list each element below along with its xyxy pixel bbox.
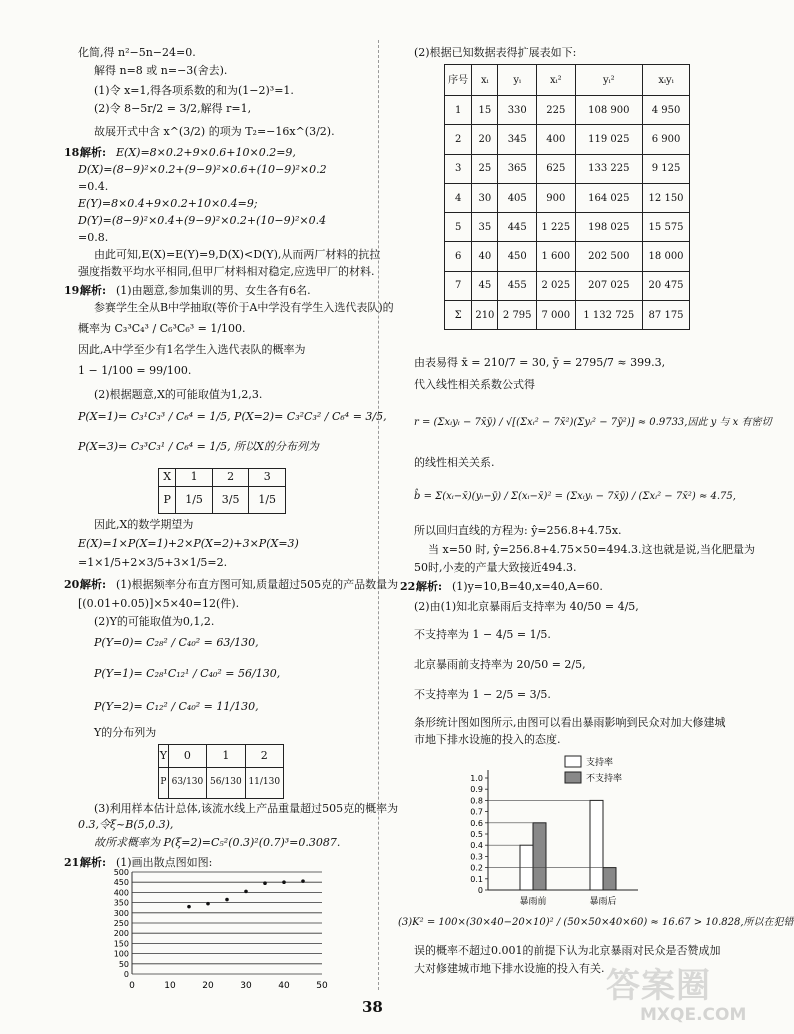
text-line: 所以回归直线的方程为: ŷ=256.8+4.75x. bbox=[414, 524, 622, 537]
y-tick-label: 0.3 bbox=[470, 852, 483, 862]
table-cell: 400 bbox=[537, 125, 576, 154]
table-cell: 7 000 bbox=[537, 301, 576, 330]
table-cell: 20 bbox=[472, 125, 498, 154]
table-cell: 15 bbox=[472, 96, 498, 125]
table-cell: 5 bbox=[445, 213, 472, 242]
table-cell: 12 150 bbox=[643, 183, 690, 212]
table-cell: 6 bbox=[445, 242, 472, 271]
y-tick-label: 1.0 bbox=[470, 774, 483, 783]
distribution-table-x bbox=[158, 468, 286, 514]
table-cell: 455 bbox=[498, 271, 537, 300]
text-line: 概率为 C₃³C₄³ / C₆³C₆³ = 1/100. bbox=[78, 322, 246, 335]
legend-label: 支持率 bbox=[586, 758, 614, 768]
table-cell: 25 bbox=[472, 154, 498, 183]
text-line: D(X)=(8−9)²×0.2+(9−9)²×0.6+(10−9)²×0.2 bbox=[78, 163, 327, 176]
table-cell: 56/130 bbox=[207, 768, 245, 799]
table-cell: 1 225 bbox=[537, 213, 576, 242]
y-tick-label: 150 bbox=[113, 939, 129, 949]
table-cell: 35 bbox=[472, 213, 498, 242]
table-cell: 45 bbox=[472, 271, 498, 300]
table-cell: 164 025 bbox=[575, 183, 643, 212]
table-row bbox=[445, 213, 690, 242]
page-number: 38 bbox=[362, 998, 383, 1016]
bar-support bbox=[590, 800, 603, 890]
table-cell: 1 bbox=[445, 96, 472, 125]
table-cell: 1/5 bbox=[249, 487, 286, 514]
legend-swatch bbox=[565, 756, 581, 767]
watermark-logo: 答案圈 bbox=[606, 966, 711, 1006]
watermark-url: MXQE.COM bbox=[640, 1005, 747, 1025]
y-tick-label: 200 bbox=[113, 929, 129, 939]
text-line: Y的分布列为 bbox=[94, 726, 157, 739]
table-cell: 18 000 bbox=[643, 242, 690, 271]
text-line: b̂ = Σ(xᵢ−x̄)(yᵢ−ȳ) / Σ(xᵢ−x̄)² = (Σxᵢyᵢ − 7x̄ȳ) / (Σxᵢ² − 7x̄²) ≈ 4.75, bbox=[414, 491, 736, 502]
y-tick-label: 0 bbox=[477, 886, 483, 895]
table-cell: 2 bbox=[445, 125, 472, 154]
table-cell: 63/130 bbox=[168, 768, 206, 799]
text-line: 由表易得 x̄ = 210/7 = 30, ȳ = 2795/7 ≈ 399.3, bbox=[414, 356, 666, 369]
table-cell: 330 bbox=[498, 96, 537, 125]
table-cell: 900 bbox=[537, 183, 576, 212]
scatter-point bbox=[282, 880, 286, 884]
text-line: 参赛学生全从B中学抽取(等价于A中学没有学生入选代表队)的 bbox=[94, 301, 394, 314]
table-cell: Y bbox=[159, 745, 169, 768]
table-cell: 1/5 bbox=[176, 487, 213, 514]
text-line: 故展开式中含 x^(3/2) 的项为 T₂=−16x^(3/2). bbox=[94, 125, 335, 138]
table-cell: 7 bbox=[445, 271, 472, 300]
y-tick-label: 0.5 bbox=[470, 830, 483, 839]
table-cell: 2 795 bbox=[498, 301, 537, 330]
table-cell: 0 bbox=[168, 745, 206, 768]
text-line: (1)画出散点图如图: bbox=[116, 856, 213, 869]
table-cell: 30 bbox=[472, 183, 498, 212]
text-line: 化简,得 n²−5n−24=0. bbox=[78, 46, 196, 59]
table-cell: 3/5 bbox=[212, 487, 249, 514]
question-number: 20. bbox=[64, 578, 84, 591]
table-cell: 3 bbox=[445, 154, 472, 183]
table-cell: 225 bbox=[537, 96, 576, 125]
text-line: P(Y=2)= C₁₂² / C₄₀² = 11/130, bbox=[94, 700, 259, 713]
table-cell: 3 bbox=[249, 469, 286, 487]
y-tick-label: 250 bbox=[113, 919, 129, 928]
table-row bbox=[445, 271, 690, 300]
text-line: (1)令 x=1,得各项系数的和为(1−2)³=1. bbox=[94, 84, 294, 97]
table-row bbox=[445, 96, 690, 125]
y-tick-label: 100 bbox=[113, 949, 129, 959]
table-cell: 202 500 bbox=[575, 242, 643, 271]
y-tick-label: 0 bbox=[123, 970, 129, 979]
legend-label: 不支持率 bbox=[586, 774, 623, 784]
text-line: P(X=1)= C₃¹C₃³ / C₆⁴ = 1/5, P(X=2)= C₃²C₃² / C₆⁴ = 3/5, bbox=[78, 410, 387, 423]
text-line: 市地下排水设施的投入的态度. bbox=[414, 733, 561, 746]
text-line: (1)由题意,参加集训的男、女生各有6名. bbox=[116, 284, 311, 297]
answer-heading: 解析: bbox=[80, 856, 107, 869]
y-tick-label: 50 bbox=[118, 959, 129, 969]
table-cell: 207 025 bbox=[575, 271, 643, 300]
table-cell: 40 bbox=[472, 242, 498, 271]
text-line: 大对修建城市地下排水设施的投入有关. bbox=[414, 962, 605, 975]
scatter-point bbox=[206, 902, 210, 906]
table-cell: 1 bbox=[176, 469, 213, 487]
text-line: 条形统计图如图所示,由图可以看出暴雨影响到民众对加大修建城 bbox=[414, 716, 726, 729]
y-tick-label: 400 bbox=[113, 888, 129, 898]
text-line: 北京暴雨前支持率为 20/50 = 2/5, bbox=[414, 658, 586, 671]
table-cell: 198 025 bbox=[575, 213, 643, 242]
text-line: =0.8. bbox=[78, 231, 109, 244]
table-cell: 87 175 bbox=[643, 301, 690, 330]
text-line: (3)K² = 100×(30×40−20×10)² / (50×50×40×60) ≈ 16.67 > 10.828,所以在犯错 bbox=[398, 917, 794, 928]
table-cell: 625 bbox=[537, 154, 576, 183]
text-line: (1)根据频率分布直方图可知,质量超过505克的产品数量为 bbox=[116, 578, 399, 591]
table-header-cell: yᵢ bbox=[498, 65, 537, 96]
text-line: 不支持率为 1 − 4/5 = 1/5. bbox=[414, 628, 551, 641]
text-line: 解得 n=8 或 n=−3(舍去). bbox=[94, 64, 228, 77]
text-line: P(Y=1)= C₂₈¹C₁₂¹ / C₄₀² = 56/130, bbox=[94, 667, 281, 680]
table-cell: 4 950 bbox=[643, 96, 690, 125]
x-tick-label: 0 bbox=[129, 981, 135, 991]
table-row bbox=[445, 125, 690, 154]
text-line: 因此,A中学至少有1名学生入选代表队的概率为 bbox=[78, 343, 306, 356]
answer-heading: 解析: bbox=[80, 146, 107, 159]
x-tick-label: 50 bbox=[316, 981, 328, 991]
x-tick-label: 30 bbox=[240, 981, 252, 991]
text-line: E(X)=1×P(X=1)+2×P(X=2)+3×P(X=3) bbox=[78, 537, 299, 550]
scatter-point bbox=[263, 881, 267, 885]
x-tick-label: 10 bbox=[164, 981, 176, 991]
table-cell: 20 475 bbox=[643, 271, 690, 300]
scatter-point bbox=[301, 879, 305, 883]
x-tick-label: 40 bbox=[278, 981, 290, 991]
table-cell: 2 bbox=[212, 469, 249, 487]
table-header-cell: 序号 bbox=[445, 65, 472, 96]
y-tick-label: 350 bbox=[113, 898, 129, 908]
table-cell: 365 bbox=[498, 154, 537, 183]
table-cell: 345 bbox=[498, 125, 537, 154]
y-tick-label: 0.6 bbox=[470, 818, 483, 828]
table-cell: 2 bbox=[245, 745, 283, 768]
text-line: (1)y=10,B=40,x=40,A=60. bbox=[452, 580, 603, 593]
text-line: P(X=3)= C₃³C₃¹ / C₆⁴ = 1/5, 所以X的分布列为 bbox=[78, 440, 319, 453]
y-tick-label: 0.7 bbox=[470, 807, 483, 817]
text-line: (2)令 8−5r/2 = 3/2,解得 r=1, bbox=[94, 102, 252, 115]
table-cell: 11/130 bbox=[245, 768, 283, 799]
text-line: 由此可知,E(X)=E(Y)=9,D(X)<D(Y),从而两厂材料的抗拉 bbox=[94, 248, 381, 261]
text-line: (2)根据已知数据表得扩展表如下: bbox=[414, 46, 577, 59]
answer-heading: 解析: bbox=[80, 284, 107, 297]
text-line: D(Y)=(8−9)²×0.4+(9−9)²×0.2+(10−9)²×0.4 bbox=[78, 214, 327, 227]
table-cell: 119 025 bbox=[575, 125, 643, 154]
y-tick-label: 0.8 bbox=[470, 796, 483, 806]
text-line: =0.4. bbox=[78, 180, 109, 193]
table-cell: P bbox=[159, 768, 169, 799]
text-line: 误的概率不超过0.001的前提下认为北京暴雨对民众是否赞成加 bbox=[414, 944, 721, 957]
legend-swatch bbox=[565, 772, 581, 783]
y-tick-label: 500 bbox=[113, 868, 129, 877]
text-line: 不支持率为 1 − 2/5 = 3/5. bbox=[414, 688, 551, 701]
table-header-cell: xᵢyᵢ bbox=[643, 65, 690, 96]
bar-oppose bbox=[533, 823, 546, 890]
table-cell: 1 132 725 bbox=[575, 301, 643, 330]
table-cell: 445 bbox=[498, 213, 537, 242]
x-category-label: 暴雨前 bbox=[519, 897, 547, 907]
text-line: (2)根据题意,X的可能取值为1,2,3. bbox=[94, 388, 263, 401]
distribution-table-y bbox=[158, 744, 284, 799]
text-line: 因此,X的数学期望为 bbox=[94, 518, 194, 531]
question-number: 19. bbox=[64, 284, 84, 297]
scatter-point bbox=[225, 898, 229, 902]
y-tick-label: 0.9 bbox=[470, 785, 483, 795]
question-number: 22. bbox=[400, 580, 420, 593]
table-cell: 133 225 bbox=[575, 154, 643, 183]
table-cell: 6 900 bbox=[643, 125, 690, 154]
table-cell: 405 bbox=[498, 183, 537, 212]
bar-chart bbox=[460, 750, 680, 910]
text-line: =1×1/5+2×3/5+3×1/5=2. bbox=[78, 556, 228, 569]
x-category-label: 暴雨后 bbox=[589, 897, 617, 907]
table-row bbox=[445, 242, 690, 271]
y-tick-label: 0.2 bbox=[470, 863, 483, 873]
table-cell: 1 600 bbox=[537, 242, 576, 271]
column-divider bbox=[378, 40, 379, 990]
text-line: 的线性相关关系. bbox=[414, 456, 495, 469]
text-line: 当 x=50 时, ŷ=256.8+4.75×50=494.3.这也就是说,当化肥量为 bbox=[428, 543, 755, 556]
text-line: 1 − 1/100 = 99/100. bbox=[78, 364, 192, 377]
text-line: 0.3,令ξ~B(5,0.3), bbox=[78, 818, 174, 831]
text-line: (2)由(1)知北京暴雨后支持率为 40/50 = 4/5, bbox=[414, 600, 639, 613]
table-cell: Σ bbox=[445, 301, 472, 330]
text-line: 强度指数平均水平相同,但甲厂材料相对稳定,应选甲厂的材料. bbox=[78, 265, 375, 278]
text-line: (2)Y的可能取值为0,1,2. bbox=[94, 615, 215, 628]
text-line: 50时,小麦的产量大致接近494.3. bbox=[414, 561, 577, 574]
extended-data-table bbox=[444, 64, 690, 330]
scatter-point bbox=[244, 890, 248, 894]
table-header-cell: xᵢ bbox=[472, 65, 498, 96]
text-line: (3)利用样本估计总体,该流水线上产品重量超过505克的概率为 bbox=[94, 802, 399, 815]
table-header-cell: xᵢ² bbox=[537, 65, 576, 96]
table-row bbox=[445, 301, 690, 330]
table-cell: 1 bbox=[207, 745, 245, 768]
y-tick-label: 300 bbox=[113, 908, 129, 918]
question-number: 18. bbox=[64, 146, 84, 159]
text-line: E(Y)=8×0.4+9×0.2+10×0.4=9; bbox=[78, 197, 258, 210]
text-line: 代入线性相关系数公式得 bbox=[414, 378, 535, 391]
table-cell: 450 bbox=[498, 242, 537, 271]
bar-oppose bbox=[603, 868, 616, 890]
scatter-point bbox=[187, 905, 191, 909]
table-row bbox=[445, 154, 690, 183]
table-cell: P bbox=[159, 487, 176, 514]
y-tick-label: 0.4 bbox=[470, 841, 483, 851]
x-tick-label: 20 bbox=[202, 981, 214, 991]
table-cell: 9 125 bbox=[643, 154, 690, 183]
text-line: P(Y=0)= C₂₈² / C₄₀² = 63/130, bbox=[94, 636, 259, 649]
table-header-cell: yᵢ² bbox=[575, 65, 643, 96]
table-cell: 15 575 bbox=[643, 213, 690, 242]
question-number: 21. bbox=[64, 856, 84, 869]
table-cell: 4 bbox=[445, 183, 472, 212]
table-cell: 210 bbox=[472, 301, 498, 330]
table-cell: 2 025 bbox=[537, 271, 576, 300]
text-line: E(X)=8×0.2+9×0.6+10×0.2=9, bbox=[116, 146, 296, 159]
answer-heading: 解析: bbox=[80, 578, 107, 591]
text-line: [(0.01+0.05)]×5×40=12(件). bbox=[78, 597, 240, 610]
y-tick-label: 0.1 bbox=[470, 874, 483, 884]
y-tick-label: 450 bbox=[113, 878, 129, 888]
answer-heading: 解析: bbox=[416, 580, 443, 593]
text-line: r = (Σxᵢyᵢ − 7x̄ȳ) / √[(Σxᵢ² − 7x̄²)(Σyᵢ² − 7ȳ²)] ≈ 0.9733,因此 y 与 x 有密切 bbox=[414, 417, 772, 428]
scatter-chart bbox=[100, 866, 340, 996]
text-line: 故所求概率为 P(ξ=2)=C₅²(0.3)²(0.7)³=0.3087. bbox=[94, 836, 341, 849]
table-cell: X bbox=[159, 469, 176, 487]
table-cell: 108 900 bbox=[575, 96, 643, 125]
table-row bbox=[445, 183, 690, 212]
